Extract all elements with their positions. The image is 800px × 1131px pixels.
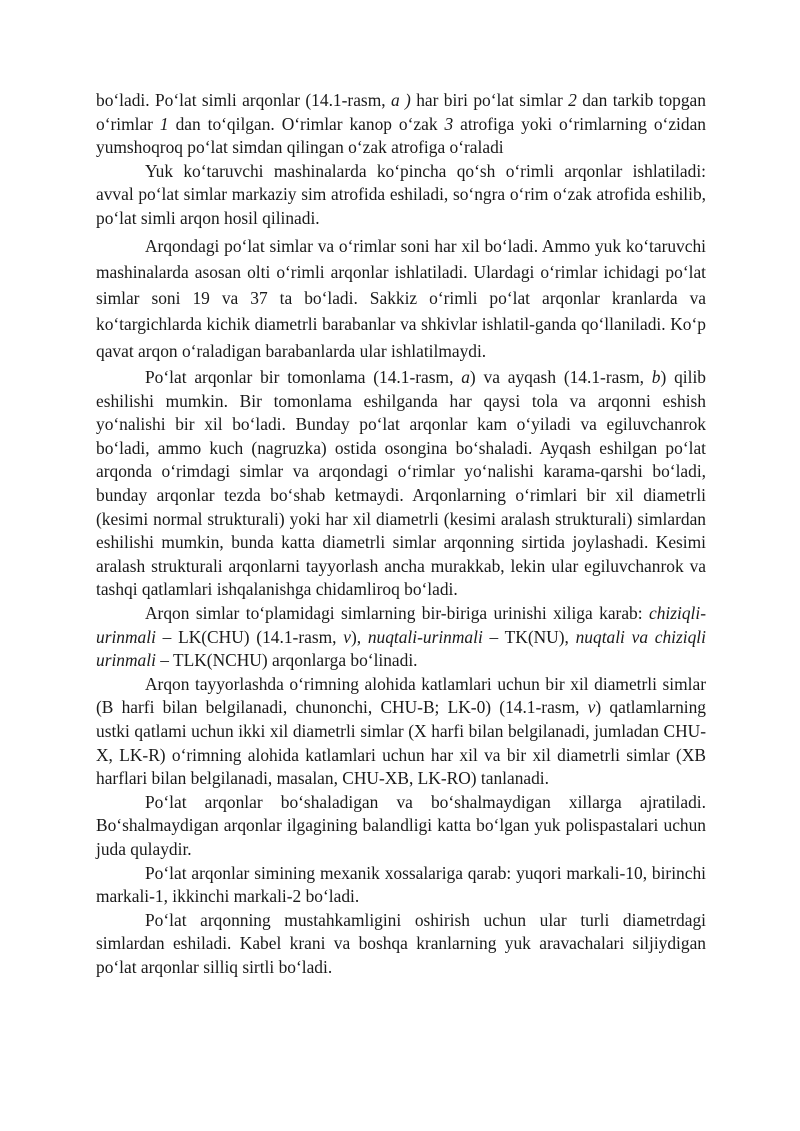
text-run: dan tarkib topgan o‘rimlar <box>96 90 706 134</box>
text-run: Yuk ko‘taruvchi mashinalarda ko‘pincha qo‘sh o‘rimli arqonlar ishlatiladi: avval po‘lat simlar markaziy sim atrofida eshiladi, so‘ngra o‘rim o‘zak atrofida eshilib, po‘lat simli arqon hosil qilinadi. <box>96 160 706 228</box>
italic-run: chiziqli-urinmali <box>96 602 706 647</box>
paragraph-3 <box>96 233 706 364</box>
italic-run: a <box>461 367 470 388</box>
text-run: atrofiga yoki o‘rimlarning o‘zidan yumshoqroq po‘lat simdan qilingan o‘zak atrofiga o‘raladi <box>96 113 706 158</box>
paragraph-8 <box>96 862 706 909</box>
text-run: – TK(NU), <box>482 626 576 647</box>
text-run: – TLK(NCHU) arqonlarga bo‘linadi. <box>155 650 418 671</box>
italic-run: nuqtali-urinmali <box>367 626 483 647</box>
text-run: har biri po‘lat simlar <box>410 90 569 110</box>
paragraph-7 <box>96 791 706 862</box>
italic-run: 3 <box>444 113 454 134</box>
text-run: ), <box>350 626 368 647</box>
paragraph-6 <box>96 673 706 791</box>
italic-run: v <box>343 626 351 647</box>
text-run: ) va ayqash (14.1-rasm, <box>469 367 652 388</box>
text-run: bo‘ladi. Po‘lat simli arqonlar (14.1-rasm, <box>96 90 391 110</box>
italic-run: 1 <box>159 113 169 134</box>
text-run: Po‘lat arqonning mustahkamligini oshirish uchun ular turli diametrdagi simlardan eshiladi. Kabel krani va boshqa kranlarning yuk aravachalari siljiydigan po‘lat arqonlar silliq sirtli bo‘ladi. <box>96 909 706 977</box>
text-run: Arqon tayyorlashda o‘rimning alohida katlamlari uchun bir xil diametrli simlar (B harfi bilan belgilanadi, chunonchi, CHU-B; LK-0) (14.1-rasm, <box>96 673 706 718</box>
paragraph-4 <box>96 366 706 602</box>
italic-run: a ) <box>390 90 411 110</box>
paragraph-5 <box>96 602 706 673</box>
paragraph-1 <box>96 89 706 160</box>
text-run: Arqondagi po‘lat simlar va o‘rimlar soni har xil bo‘ladi. Ammo yuk ko‘taruvchi mashinalarda asosan olti o‘rimli arqonlar ishlatiladi. Ulardagi o‘rimlar ichidagi po‘lat simlar soni 19 va 37 ta bo‘ladi. Sakkiz o‘rimli po‘lat arqonlar kranlarda va ko‘targichlarda kichik diametrli barabanlar va shkivlar ishlatil-ganda qo‘llaniladi. Ko‘p qavat arqon o‘raladigan barabanlarda ular ishlatilmaydi. <box>96 235 706 361</box>
text-run: ) qilib eshilishi mumkin. Bir tomonlama eshilganda har qaysi tola va arqonni eshish yo‘nalishi bir xil bo‘ladi. Bunday po‘lat arqonlar kam o‘yiladi va egiluvchanrok bo‘ladi, ammo kuch (nagruzka) ostida osongina bo‘shaladi. Ayqash eshilgan po‘lat arqonda o‘rimdagi simlar va arqondagi o‘rimlar yo‘nalishi karama-qarshi bo‘ladi, bunday arqonlar tezda bo‘shab ketmaydi. Arqonlarning o‘rimlari bir xil diametrli (kesimi normal strukturali) yoki har xil diametrli (kesimi aralash strukturali) simlardan eshilishi mumkin, bunda katta diametrli simlar arqonning sirtida joylashadi. Kesimi aralash strukturali arqonlarni tayyorlash ancha murakkab, lekin ular egiluvchanrok va tashqi qatlamlari ishqalanishga chidamliroq bo‘ladi. <box>96 367 706 600</box>
italic-run: b <box>651 367 661 388</box>
text-run: Arqon simlar to‘plamidagi simlarning bir-biriga urinishi xiliga karab: <box>145 602 649 623</box>
italic-run: nuqtali va chiziqli urinmali <box>96 626 706 671</box>
paragraph-2 <box>96 160 706 231</box>
text-run: Po‘lat arqonlar bo‘shaladigan va bo‘shalmaydigan xillarga ajratiladi. Bo‘shalmaydigan arqonlar ilgagining balandligi katta bo‘lgan yuk polispastalari uchun juda qulaydir. <box>96 791 706 859</box>
text-run: Po‘lat arqonlar bir tomonlama (14.1-rasm, <box>145 367 462 388</box>
text-run: Po‘lat arqonlar simining mexanik xossalariga qarab: yuqori markali-10, birinchi markali-1, ikkinchi markali-2 bo‘ladi. <box>96 862 706 907</box>
italic-run: 2 <box>568 90 577 110</box>
paragraph-9 <box>96 909 706 980</box>
italic-run: v <box>587 697 596 718</box>
text-run: ) qatlamlarning ustki qatlami uchun ikki xil diametrli simlar (X harfi bilan belgilanadi, jumladan CHU-X, LK-R) o‘rimning alohida katlamlari uchun har xil va bir xil diametrli simlar (XB harflari bilan belgilanadi, masalan, CHU-XB, LK-RO) tanlanadi. <box>96 697 706 789</box>
text-run: – LK(CHU) (14.1-rasm, <box>155 626 344 647</box>
text-run: dan to‘qilgan. O‘rimlar kanop o‘zak <box>168 113 445 134</box>
